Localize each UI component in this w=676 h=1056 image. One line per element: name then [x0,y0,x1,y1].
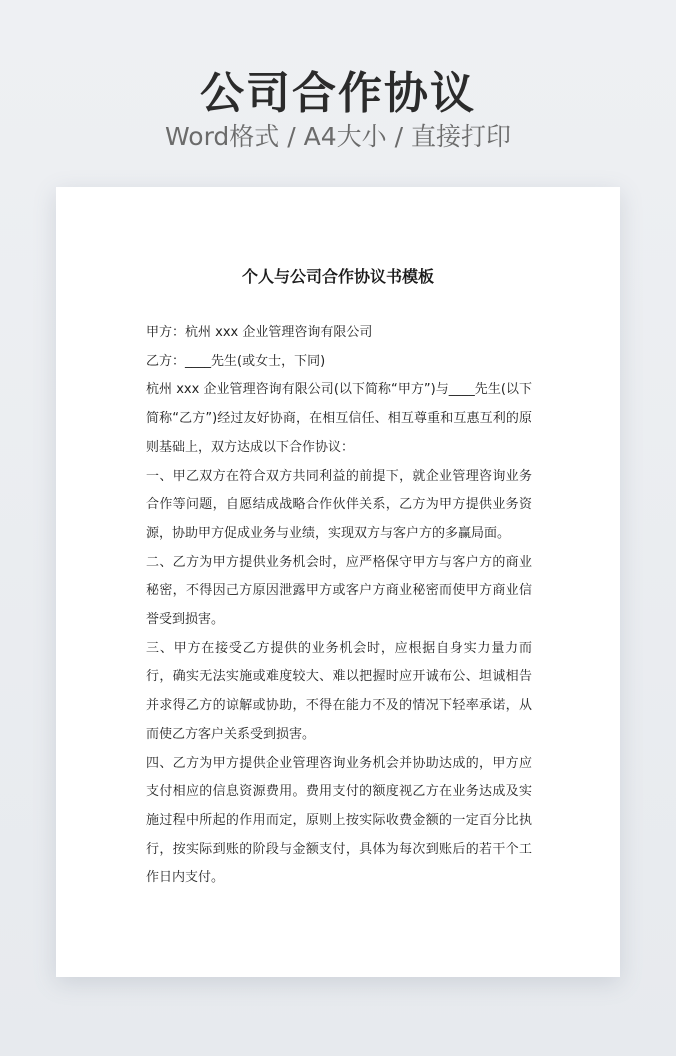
document-title: 个人与公司合作协议书模板 [241,267,434,286]
clause-1: 一、甲乙双方在符合双方共同利益的前提下，就企业管理咨询业务合作等问题，自愿结成战略合作伙伴关系，乙方为甲方提供业务资源，协助甲方促成业务与业绩，实现双方与客户方的多赢局面。 [146,468,532,541]
banner-subtitle: Word格式 / A4大小 / 直接打印 [165,122,511,151]
clause-2: 二、乙方为甲方提供业务机会时，应严格保守甲方与客户方的商业秘密，不得因己方原因泄露甲方或客户方商业秘密而使甲方商业信誉受到损害。 [146,554,532,628]
clause-3: 三、甲方在接受乙方提供的业务机会时，应根据自身实力量力而行，确实无法实施或难度较大、难以把握时应开诚布公、坦诚相告并求得乙方的谅解或协助，不得在能力不及的情况下轻率承诺，从而使乙方客户关系受到损害。 [146,640,532,742]
document-body [146,319,532,893]
document-page [56,187,620,977]
clause-4: 四、乙方为甲方提供企业管理咨询业务机会并协助达成的，甲方应支付相应的信息资源费用。费用支付的额度视乙方在业务达成及实施过程中所起的作用而定，原则上按实际收费金额的一定百分比执行，按实际到账的阶段与金额支付，具体为每次到账后的若干个工作日内支付。 [146,755,532,886]
preamble-paragraph: 杭州 xxx 企业管理咨询有限公司(以下简称“甲方”)与____先生(以下简称“乙方”)经过友好协商，在相互信任、相互尊重和互惠互利的原则基础上，双方达成以下合作协议： [146,382,532,455]
party-a-line: 甲方：杭州 xxx 企业管理咨询有限公司 [146,325,373,340]
party-b-line: 乙方：____先生(或女士，下同) [146,353,326,369]
banner-title: 公司合作协议 [200,68,476,119]
